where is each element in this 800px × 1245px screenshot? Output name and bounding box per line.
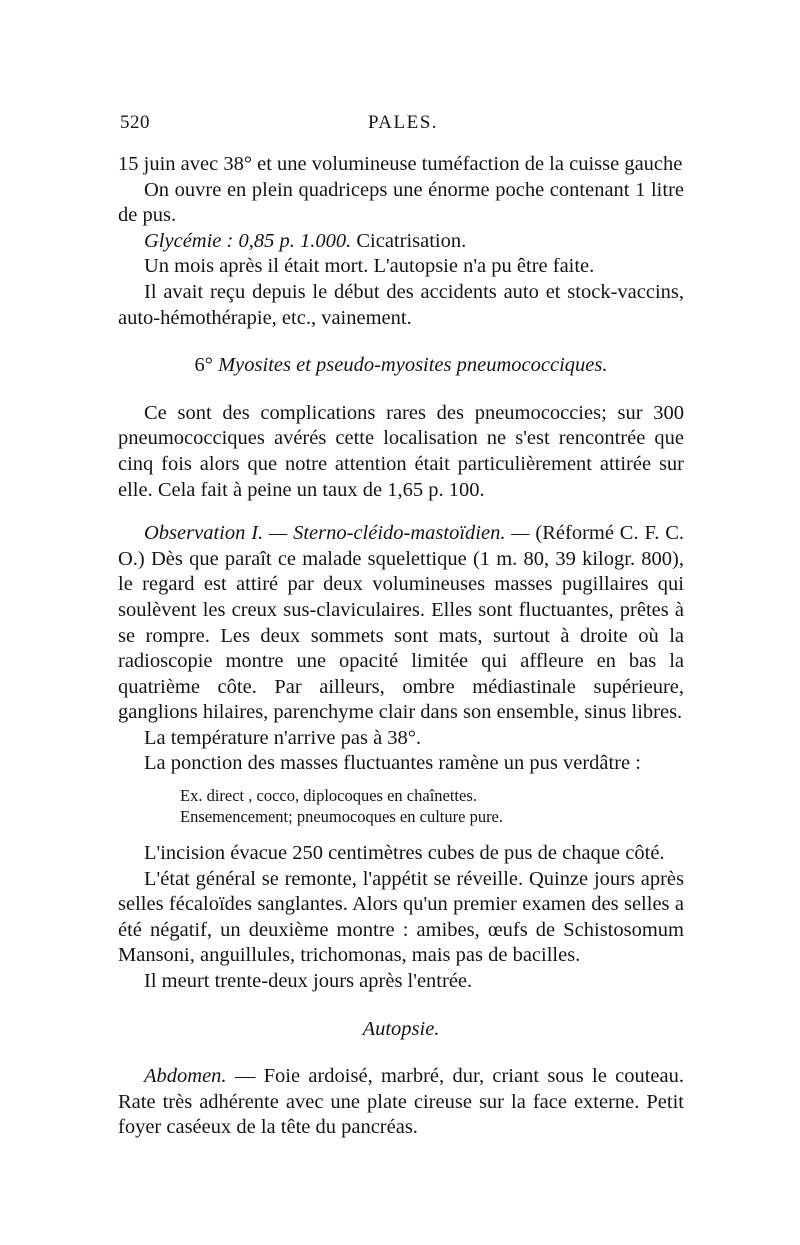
observation-text: Dès que paraît ce malade squelettique (1 m. 80, 39 kilogr. 800), le regard est attiré par deux volumineuses masses pugillaires qui soulèvent les creux sus-claviculaires. Elles sont fluctuantes, prêtes à se rompre. Les deux sommets sont mats, surtout à droite où la radioscopie montre une opacité limitée qui affleure en bas la quatrième côte. Par ailleurs, ombre médiastinale supérieure, ganglions hilaires, parenchyme clair dans son ensemble, sinus libres.: [118, 547, 685, 724]
paragraph-intro: Ce sont des complications rares des pneumococcies; sur 300 pneumococciques avérés cette localisation ne s'est rencontrée que cinq fois alors que notre attention était particulièrement attirée sur elle. Cela fait à peine un taux de 1,65 p. 100.: [118, 401, 684, 501]
page-body: [118, 152, 684, 1141]
glycemie-label: Glycémie : 0,85 p. 1.000.: [144, 229, 352, 252]
paragraph-incision-evacue: L'incision évacue 250 centimètres cubes de pus de chaque côté.: [144, 842, 665, 865]
observation-heading-rest: (Réformé C. F. C. O.): [118, 522, 685, 570]
cicatrisation-text: Cicatrisation.: [356, 229, 467, 252]
section-number: 6°: [194, 354, 213, 377]
paragraph-incision: On ouvre en plein quadriceps une énorme poche contenant 1 litre de pus.: [118, 178, 684, 227]
page-header: [120, 110, 686, 138]
section-heading: [118, 353, 684, 379]
observation-heading: Observation I. — Sterno-cléido-mastoïdien. —: [144, 522, 530, 545]
paragraph-etat-general: L'état général se remonte, l'appétit se réveille. Quinze jours après selles fécaloïdes sanglantes. Alors qu'un premier examen des selles a été négatif, un deuxième montre : amibes, œufs de Schistosomum Mansoni, anguillules, trichomonas, mais pas de bacilles.: [118, 867, 684, 967]
section-title: Myosites et pseudo-myosites pneumococciques.: [218, 354, 608, 377]
running-head: PALES.: [367, 112, 439, 133]
paragraph-abdomen: [118, 1064, 684, 1141]
paragraph-continuation: 15 juin avec 38° et une volumineuse tuméfaction de la cuisse gauche: [118, 153, 683, 175]
observation-paragraph: [118, 521, 684, 726]
page-number: 520: [120, 112, 150, 133]
exam-line-direct: Ex. direct , cocco, diplocoques en chaînettes.: [180, 786, 477, 806]
paragraph-ponction: La ponction des masses fluctuantes ramène un pus verdâtre :: [144, 752, 641, 775]
paragraph-glycemie: [118, 229, 684, 255]
abdomen-label: Abdomen.: [144, 1065, 227, 1088]
exam-line-culture: Ensemencement; pneumocoques en culture pure.: [180, 807, 504, 827]
paragraph-death: Un mois après il était mort. L'autopsie n'a pu être faite.: [144, 255, 595, 278]
paragraph-death-date: Il meurt trente-deux jours après l'entrée.: [144, 970, 473, 993]
paragraph-vaccins: Il avait reçu depuis le début des accidents auto et stock-vaccins, auto-hémothérapie, etc., vainement.: [118, 280, 684, 329]
abdomen-text: — Foie ardoisé, marbré, dur, criant sous le couteau. Rate très adhérente avec une plate cireuse sur la face externe. Petit foyer caséeux de la tête du pancréas.: [118, 1065, 685, 1139]
paragraph-temperature: La température n'arrive pas à 38°.: [144, 726, 422, 749]
autopsie-heading: Autopsie.: [362, 1017, 440, 1040]
